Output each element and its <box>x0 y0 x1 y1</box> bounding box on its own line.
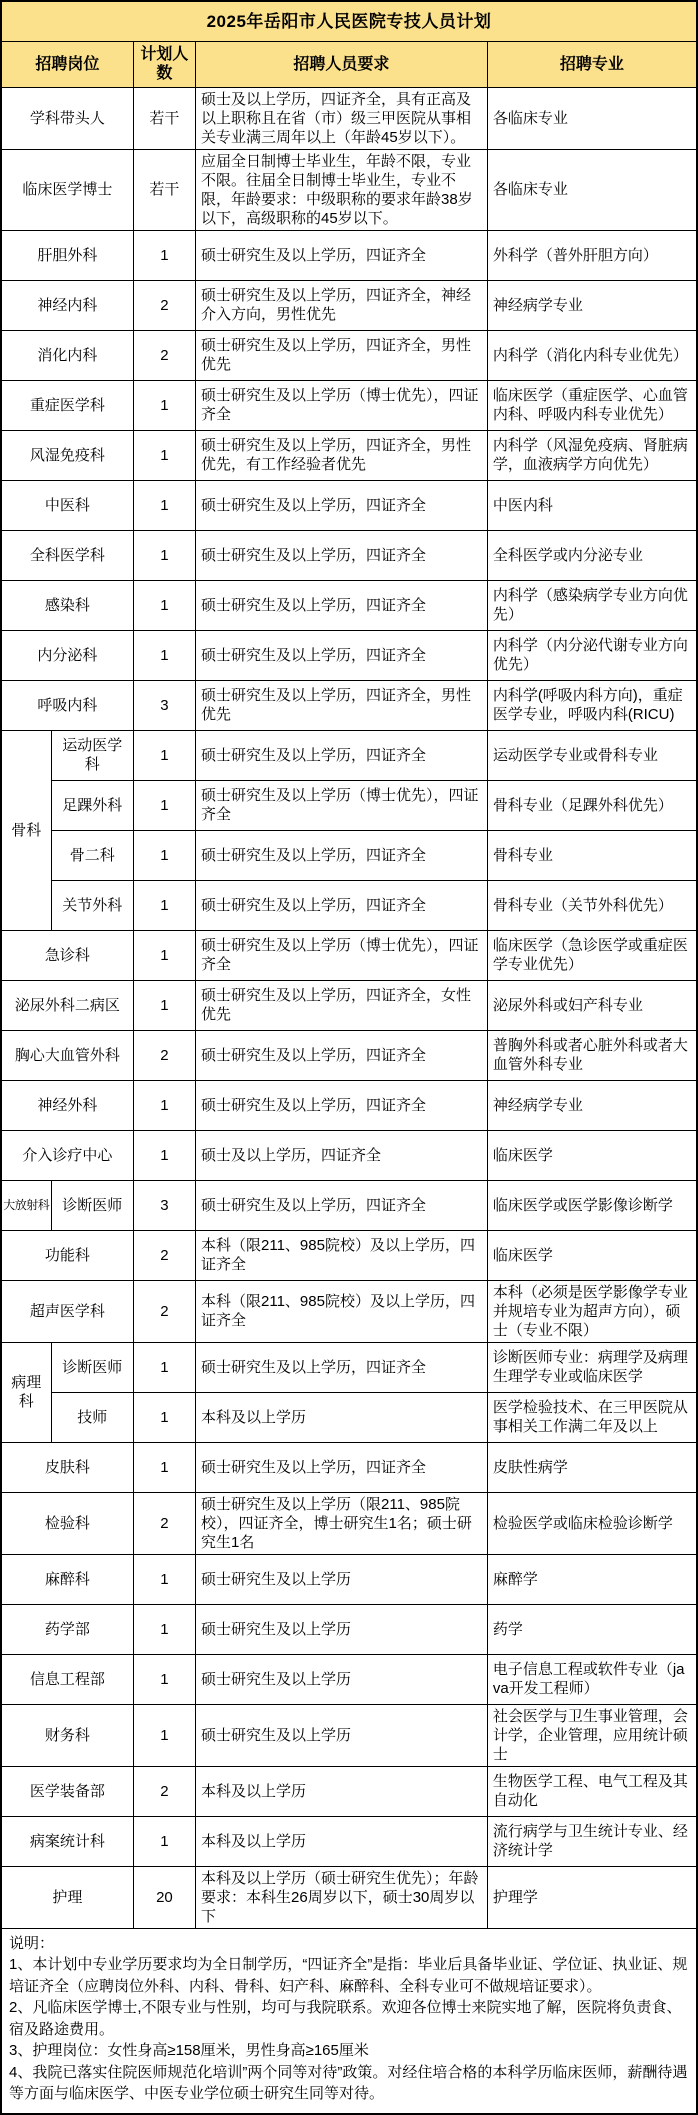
table-row <box>1 930 697 980</box>
position-sub-cell: 诊断医师 <box>51 1342 133 1392</box>
table-row <box>1 1816 697 1866</box>
note-2: 2、凡临床医学博士,不限专业与性别，均可与我院联系。欢迎各位博士来院实地了解，医院将负责食、宿及路途费用。 <box>9 1999 682 2038</box>
requirement-cell: 硕士研究生及以上学历，四证齐全 <box>196 880 488 930</box>
position-cell: 财务科 <box>1 1704 133 1766</box>
table-row <box>1 530 697 580</box>
table-row <box>1 680 697 730</box>
major-cell: 骨科专业（关节外科优先） <box>487 880 697 930</box>
major-cell: 普胸外科或者心脏外科或者大血管外科专业 <box>487 1030 697 1080</box>
count-cell: 1 <box>133 1442 195 1492</box>
position-cell: 检验科 <box>1 1492 133 1554</box>
requirement-cell: 硕士研究生及以上学历，四证齐全，男性优先 <box>196 680 488 730</box>
count-cell: 2 <box>133 1492 195 1554</box>
table-row <box>1 1766 697 1816</box>
count-cell: 1 <box>133 1554 195 1604</box>
table-row <box>1 1130 697 1180</box>
table-row <box>1 1030 697 1080</box>
count-cell: 1 <box>133 430 195 480</box>
major-cell: 内科学(呼吸内科方向)，重症医学专业，呼吸内科(RICU) <box>487 680 697 730</box>
count-cell: 1 <box>133 580 195 630</box>
table-row <box>1 280 697 330</box>
count-cell: 1 <box>133 930 195 980</box>
position-cell: 临床医学博士 <box>1 149 133 230</box>
requirement-cell: 硕士研究生及以上学历（博士优先），四证齐全 <box>196 380 488 430</box>
table-row <box>1 780 697 830</box>
major-cell: 内科学（感染病学专业方向优先） <box>487 580 697 630</box>
plan-table-body <box>1 87 697 1928</box>
position-cell: 护理 <box>1 1866 133 1928</box>
count-cell: 若干 <box>133 87 195 149</box>
position-cell: 神经外科 <box>1 1080 133 1130</box>
position-sub-cell: 骨二科 <box>51 830 133 880</box>
count-cell: 20 <box>133 1866 195 1928</box>
header-requirement: 招聘人员要求 <box>196 41 488 87</box>
count-cell: 1 <box>133 730 195 780</box>
count-cell: 1 <box>133 830 195 880</box>
requirement-cell: 硕士研究生及以上学历，四证齐全，神经介入方向，男性优先 <box>196 280 488 330</box>
count-cell: 1 <box>133 630 195 680</box>
count-cell: 若干 <box>133 149 195 230</box>
position-cell: 重症医学科 <box>1 380 133 430</box>
table-row <box>1 830 697 880</box>
table-row <box>1 480 697 530</box>
requirement-cell: 硕士研究生及以上学历，四证齐全 <box>196 630 488 680</box>
requirement-cell: 硕士及以上学历，四证齐全 <box>196 1130 488 1180</box>
table-row <box>1 1080 697 1130</box>
title-row <box>1 1 697 41</box>
table-row <box>1 1392 697 1442</box>
table-row <box>1 1442 697 1492</box>
table-row <box>1 1280 697 1342</box>
count-cell: 2 <box>133 280 195 330</box>
requirement-cell: 硕士研究生及以上学历，四证齐全 <box>196 730 488 780</box>
count-cell: 2 <box>133 1280 195 1342</box>
requirement-cell: 硕士研究生及以上学历 <box>196 1704 488 1766</box>
table-row <box>1 1704 697 1766</box>
position-cell: 中医科 <box>1 480 133 530</box>
position-sub-cell: 技师 <box>51 1392 133 1442</box>
position-sub-cell: 运动医学科 <box>51 730 133 780</box>
major-cell: 诊断医师专业：病理学及病理生理学专业或临床医学 <box>487 1342 697 1392</box>
count-cell: 2 <box>133 1230 195 1280</box>
requirement-cell: 硕士研究生及以上学历（博士优先），四证齐全 <box>196 930 488 980</box>
count-cell: 1 <box>133 1342 195 1392</box>
position-cell: 消化内科 <box>1 330 133 380</box>
note-3: 3、护理岗位：女性身高≥158厘米，男性身高≥165厘米 <box>9 2042 369 2059</box>
position-cell: 学科带头人 <box>1 87 133 149</box>
table-row <box>1 330 697 380</box>
position-group-cell: 大放射科 <box>1 1180 51 1230</box>
major-cell: 本科（必须是医学影像学专业并规培专业为超声方向），硕士（专业不限） <box>487 1280 697 1342</box>
count-cell: 1 <box>133 1392 195 1442</box>
position-cell: 急诊科 <box>1 930 133 980</box>
table-row <box>1 1654 697 1704</box>
position-cell: 超声医学科 <box>1 1280 133 1342</box>
count-cell: 1 <box>133 1130 195 1180</box>
requirement-cell: 硕士研究生及以上学历（博士优先），四证齐全 <box>196 780 488 830</box>
count-cell: 1 <box>133 1816 195 1866</box>
position-cell: 泌尿外科二病区 <box>1 980 133 1030</box>
major-cell: 社会医学与卫生事业管理，会计学，企业管理，应用统计硕士 <box>487 1704 697 1766</box>
table-row <box>1 880 697 930</box>
major-cell: 泌尿外科或妇产科专业 <box>487 980 697 1030</box>
major-cell: 各临床专业 <box>487 87 697 149</box>
position-cell: 功能科 <box>1 1230 133 1280</box>
requirement-cell: 硕士研究生及以上学历，四证齐全 <box>196 480 488 530</box>
major-cell: 电子信息工程或软件专业（java开发工程师） <box>487 1654 697 1704</box>
requirement-cell: 硕士研究生及以上学历，四证齐全 <box>196 1180 488 1230</box>
position-group-cell: 病理科 <box>1 1342 51 1442</box>
major-cell: 药学 <box>487 1604 697 1654</box>
major-cell: 临床医学（重症医学、心血管内科、呼吸内科专业优先） <box>487 380 697 430</box>
position-cell: 麻醉科 <box>1 1554 133 1604</box>
count-cell: 1 <box>133 1604 195 1654</box>
position-sub-cell: 足踝外科 <box>51 780 133 830</box>
position-cell: 医学装备部 <box>1 1766 133 1816</box>
position-cell: 风湿免疫科 <box>1 430 133 480</box>
requirement-cell: 硕士研究生及以上学历，四证齐全 <box>196 580 488 630</box>
table-row <box>1 580 697 630</box>
header-count: 计划人数 <box>133 41 195 87</box>
position-cell: 胸心大血管外科 <box>1 1030 133 1080</box>
requirement-cell: 硕士研究生及以上学历 <box>196 1554 488 1604</box>
position-cell: 呼吸内科 <box>1 680 133 730</box>
major-cell: 临床医学（急诊医学或重症医学专业优先） <box>487 930 697 980</box>
position-group-cell: 骨科 <box>1 730 51 930</box>
position-cell: 内分泌科 <box>1 630 133 680</box>
position-cell: 皮肤科 <box>1 1442 133 1492</box>
table-row <box>1 1180 697 1230</box>
major-cell: 神经病学专业 <box>487 280 697 330</box>
table-row <box>1 1342 697 1392</box>
count-cell: 2 <box>133 1030 195 1080</box>
requirement-cell: 硕士研究生及以上学历，四证齐全，男性优先，有工作经验者优先 <box>196 430 488 480</box>
major-cell: 各临床专业 <box>487 149 697 230</box>
table-row <box>1 87 697 149</box>
count-cell: 1 <box>133 880 195 930</box>
table-row <box>1 380 697 430</box>
table-row <box>1 1554 697 1604</box>
requirement-cell: 硕士研究生及以上学历，四证齐全 <box>196 1442 488 1492</box>
major-cell: 内科学（风湿免疫病、肾脏病学，血液病学方向优先） <box>487 430 697 480</box>
requirement-cell: 本科及以上学历 <box>196 1766 488 1816</box>
notes-section <box>1 1928 697 2114</box>
major-cell: 神经病学专业 <box>487 1080 697 1130</box>
table-row <box>1 1604 697 1654</box>
notes-label: 说明： <box>9 1934 55 1952</box>
major-cell: 流行病学与卫生统计专业、经济统计学 <box>487 1816 697 1866</box>
note-4: 4、我院已落实住院医师规范化培训”两个同等对待”政策。对经住培合格的本科学历临床医师，薪酬待遇等方面与临床医学、中医专业学位硕士研究生同等对待。 <box>9 2063 688 2102</box>
major-cell: 麻醉学 <box>487 1554 697 1604</box>
major-cell: 医学检验技术、在三甲医院从事相关工作满二年及以上 <box>487 1392 697 1442</box>
requirement-cell: 硕士研究生及以上学历，四证齐全，男性优先 <box>196 330 488 380</box>
notes-cell <box>1 1928 697 2114</box>
count-cell: 1 <box>133 1654 195 1704</box>
position-sub-cell: 诊断医师 <box>51 1180 133 1230</box>
count-cell: 3 <box>133 680 195 730</box>
count-cell: 2 <box>133 1766 195 1816</box>
position-cell: 感染科 <box>1 580 133 630</box>
note-1: 1、本计划中专业学历要求均为全日制学历，“四证齐全”是指：毕业后具备毕业证、学位证、执业证、规培证齐全（应聘岗位外科、内科、骨科、妇产科、麻醉科、全科专业可不做规培证要求）。 <box>9 1956 688 1995</box>
major-cell: 骨科专业（足踝外科优先） <box>487 780 697 830</box>
position-cell: 病案统计科 <box>1 1816 133 1866</box>
requirement-cell: 本科及以上学历 <box>196 1816 488 1866</box>
major-cell: 骨科专业 <box>487 830 697 880</box>
header-major: 招聘专业 <box>487 41 697 87</box>
count-cell: 1 <box>133 530 195 580</box>
requirement-cell: 硕士研究生及以上学历，四证齐全 <box>196 530 488 580</box>
table-row <box>1 1230 697 1280</box>
header-position: 招聘岗位 <box>1 41 133 87</box>
major-cell: 临床医学 <box>487 1230 697 1280</box>
table-row <box>1 980 697 1030</box>
requirement-cell: 硕士研究生及以上学历，四证齐全 <box>196 1080 488 1130</box>
requirement-cell: 本科及以上学历（硕士研究生优先）；年龄要求：本科生26周岁以下，硕士30周岁以下 <box>196 1866 488 1928</box>
requirement-cell: 本科及以上学历 <box>196 1392 488 1442</box>
requirement-cell: 硕士研究生及以上学历，四证齐全，女性优先 <box>196 980 488 1030</box>
requirement-cell: 应届全日制博士毕业生，年龄不限，专业不限。往届全日制博士毕业生，专业不限，年龄要求：中级职称的要求年龄38岁以下，高级职称的45岁以下。 <box>196 149 488 230</box>
table-row <box>1 1866 697 1928</box>
major-cell: 运动医学专业或骨科专业 <box>487 730 697 780</box>
major-cell: 全科医学或内分泌专业 <box>487 530 697 580</box>
table-row <box>1 230 697 280</box>
requirement-cell: 硕士研究生及以上学历，四证齐全 <box>196 830 488 880</box>
count-cell: 1 <box>133 1080 195 1130</box>
count-cell: 1 <box>133 1704 195 1766</box>
header-row <box>1 41 697 87</box>
major-cell: 临床医学或医学影像诊断学 <box>487 1180 697 1230</box>
major-cell: 外科学（普外肝胆方向） <box>487 230 697 280</box>
count-cell: 2 <box>133 330 195 380</box>
major-cell: 皮肤性病学 <box>487 1442 697 1492</box>
table-row <box>1 630 697 680</box>
count-cell: 1 <box>133 780 195 830</box>
requirement-cell: 本科（限211、985院校）及以上学历，四证齐全 <box>196 1230 488 1280</box>
count-cell: 3 <box>133 1180 195 1230</box>
count-cell: 1 <box>133 480 195 530</box>
requirement-cell: 硕士研究生及以上学历，四证齐全 <box>196 1342 488 1392</box>
position-cell: 神经内科 <box>1 280 133 330</box>
table-row <box>1 1492 697 1554</box>
table-row <box>1 430 697 480</box>
requirement-cell: 硕士及以上学历，四证齐全，具有正高及以上职称且在省（市）级三甲医院从事相关专业满三周年以上（年龄45岁以下）。 <box>196 87 488 149</box>
requirement-cell: 硕士研究生及以上学历 <box>196 1654 488 1704</box>
table-row <box>1 730 697 780</box>
position-cell: 信息工程部 <box>1 1654 133 1704</box>
table-row <box>1 149 697 230</box>
count-cell: 1 <box>133 230 195 280</box>
notes-row <box>1 1928 697 2114</box>
requirement-cell: 硕士研究生及以上学历，四证齐全 <box>196 230 488 280</box>
position-cell: 药学部 <box>1 1604 133 1654</box>
major-cell: 内科学（消化内科专业优先） <box>487 330 697 380</box>
major-cell: 临床医学 <box>487 1130 697 1180</box>
page-title: 2025年岳阳市人民医院专技人员计划 <box>1 1 697 41</box>
count-cell: 1 <box>133 380 195 430</box>
requirement-cell: 硕士研究生及以上学历，四证齐全 <box>196 1030 488 1080</box>
major-cell: 护理学 <box>487 1866 697 1928</box>
major-cell: 生物医学工程、电气工程及其自动化 <box>487 1766 697 1816</box>
count-cell: 1 <box>133 980 195 1030</box>
requirement-cell: 硕士研究生及以上学历 <box>196 1604 488 1654</box>
major-cell: 中医内科 <box>487 480 697 530</box>
position-cell: 介入诊疗中心 <box>1 1130 133 1180</box>
requirement-cell: 本科（限211、985院校）及以上学历，四证齐全 <box>196 1280 488 1342</box>
position-cell: 肝胆外科 <box>1 230 133 280</box>
requirement-cell: 硕士研究生及以上学历（限211、985院校），四证齐全，博士研究生1名；硕士研究生1名 <box>196 1492 488 1554</box>
position-cell: 全科医学科 <box>1 530 133 580</box>
major-cell: 检验医学或临床检验诊断学 <box>487 1492 697 1554</box>
position-sub-cell: 关节外科 <box>51 880 133 930</box>
major-cell: 内科学（内分泌代谢专业方向优先） <box>487 630 697 680</box>
